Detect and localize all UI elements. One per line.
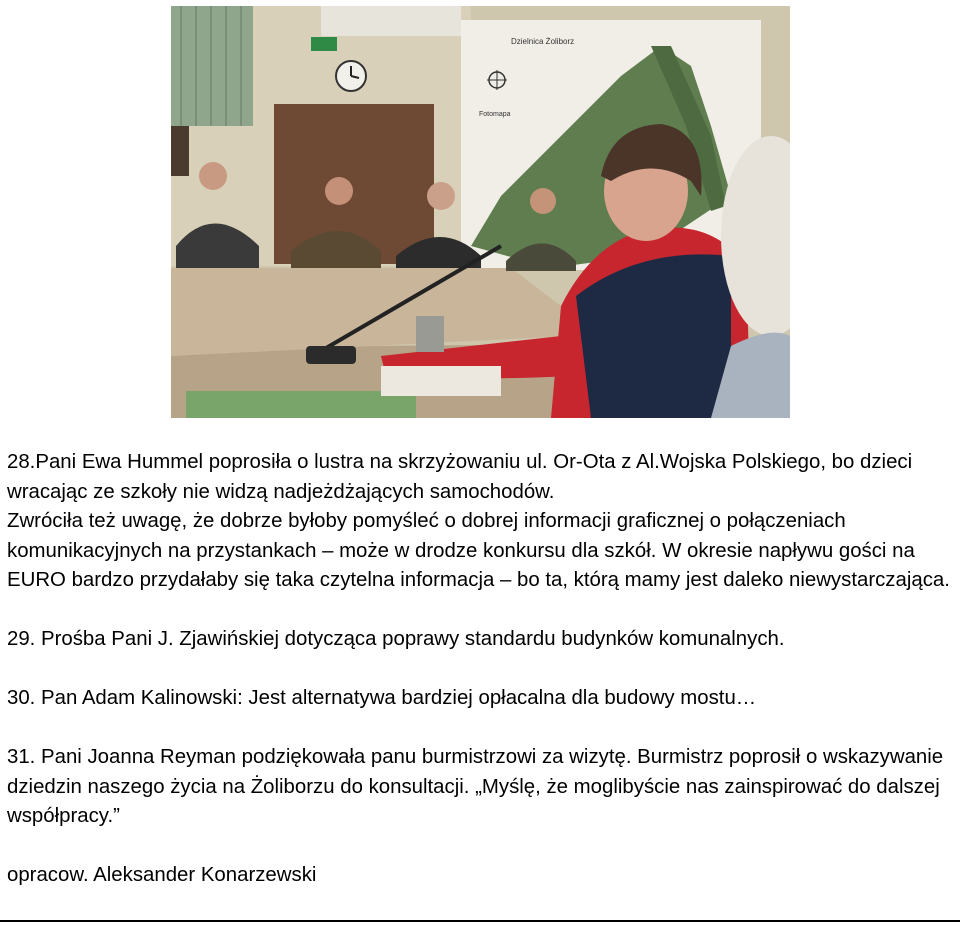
- bottom-rule: [0, 920, 960, 922]
- paragraph-28-continued: Zwróciła też uwagę, że dobrze byłoby pomyśleć o dobrej informacji graficznej o połączeniach komunikacyjnych na przystankach – może w drodze konkursu dla szkół. W okresie napływu gości na EURO bardzo przydałaby się taka czytelna informacja – bo ta, którą mamy jest daleko niewystarczająca.: [7, 510, 950, 591]
- author-signature: opracow. Aleksander Konarzewski: [7, 864, 317, 886]
- paragraph-28: 28.Pani Ewa Hummel poprosiła o lustra na skrzyżowaniu ul. Or-Ota z Al.Wojska Polskiego, bo dzieci wracając ze szkoły nie widzą nadjeżdżających samochodów.: [7, 451, 913, 503]
- paragraph-30: 30. Pan Adam Kalinowski: Jest alternatywa bardziej opłacalna dla budowy mostu…: [7, 687, 757, 709]
- map-label: Fotomapa: [479, 111, 511, 118]
- paragraph-31: 31. Pani Joanna Reyman podziękowała panu burmistrzowi za wizytę. Burmistrz poprosił o wskazywanie dziedzin naszego życia na Żoliborzu do konsultacji. „Myślę, że moglibyście nas zainspirować do dalszej współpracy.”: [7, 746, 944, 827]
- paragraph-29: 29. Prośba Pani J. Zjawińskiej dotycząca poprawy standardu budynków komunalnych.: [7, 628, 785, 650]
- map-title: Dzielnica Żoliborz: [511, 37, 575, 46]
- document-text: [7, 448, 955, 891]
- meeting-photo: [171, 6, 790, 418]
